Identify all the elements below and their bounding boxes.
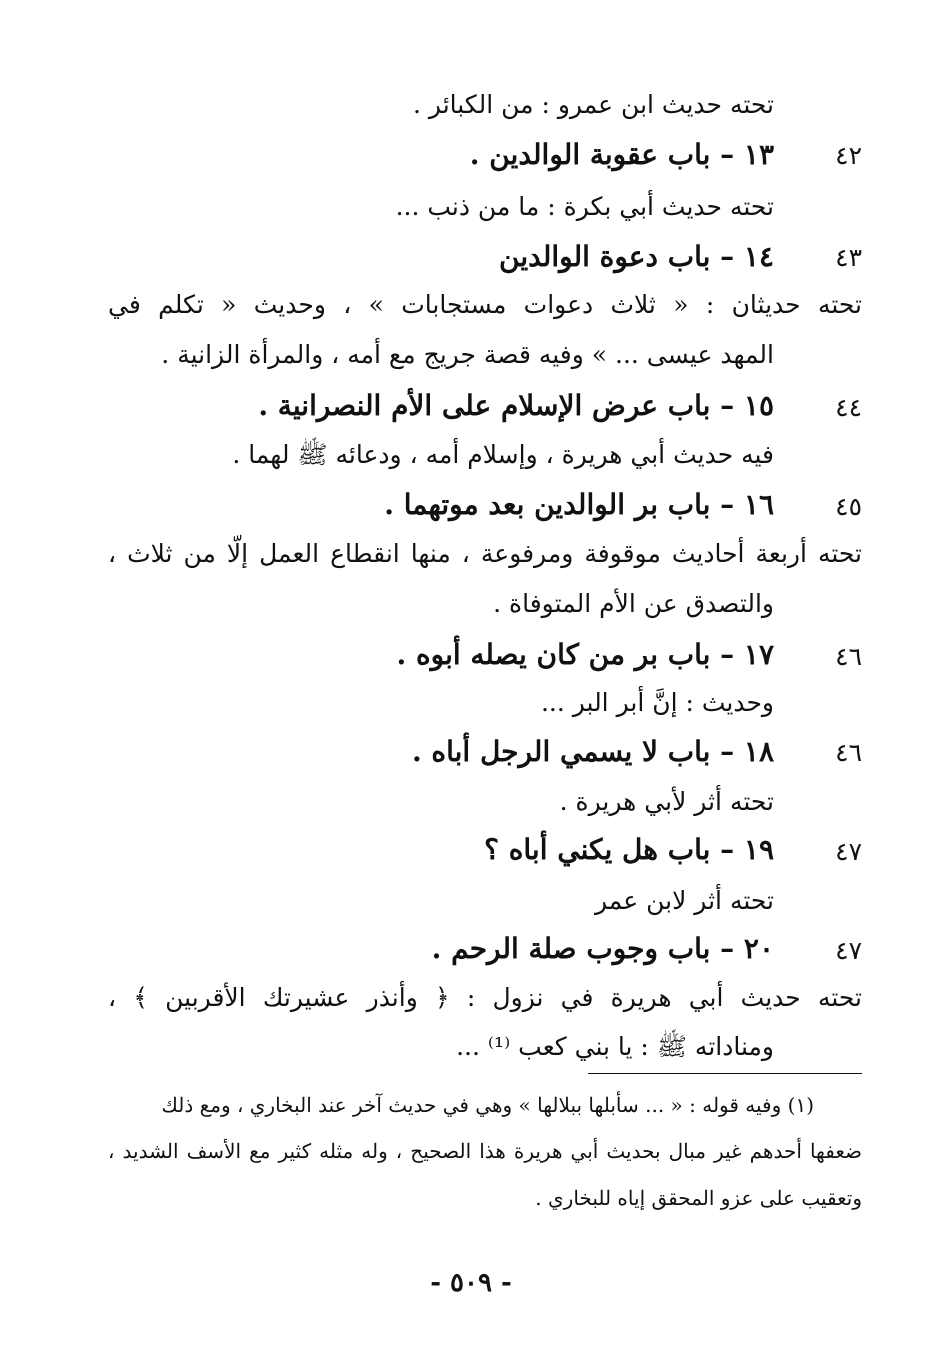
body-line: تحته أثر لابن عمر [595, 886, 774, 915]
chapter-heading: ٢٠ – باب وجوب صلة الرحم . [431, 932, 774, 965]
body-line: تحته أربعة أحاديث موقوفة ومرفوعة ، منها انقطاع العمل إلّا من ثلاث ، [108, 539, 862, 568]
chapter-heading: ١٦ – باب بر الوالدين بعد موتهما . [384, 488, 774, 521]
body-line: تحته حديث أبي بكرة : ما من ذنب ... [395, 192, 774, 221]
page-ref: ٤٧ [835, 936, 862, 965]
body-line: تحته حديث أبي هريرة في نزول : ﴿ وأنذر عشيرتك الأقربين ﴾ ، [108, 983, 862, 1012]
footnote-line: وتعقيب على عزو المحقق إياه للبخاري . [535, 1186, 862, 1210]
body-line: والتصدق عن الأم المتوفاة . [493, 589, 774, 618]
chapter-heading: ١٣ – باب عقوبة الوالدين . [469, 138, 774, 171]
page-ref: ٤٥ [835, 492, 862, 521]
page-ref: ٤٦ [835, 642, 862, 671]
body-line: وحديث : إنَّ أبر البر ... [540, 688, 774, 717]
chapter-heading: ١٥ – باب عرض الإسلام على الأم النصرانية . [258, 389, 774, 422]
page-ref: ٤٤ [835, 393, 862, 422]
footnote-line: (١) وفيه قوله : « ... سأبلها ببلالها » وهي في حديث آخر عند البخاري ، ومع ذلك [161, 1093, 814, 1117]
body-line: تحته أثر لأبي هريرة . [559, 787, 774, 816]
page-ref: ٤٣ [835, 243, 862, 272]
body-line: المهد عيسى ... » وفيه قصة جريج مع أمه ، والمرأة الزانية . [161, 340, 774, 369]
chapter-heading: ١٧ – باب بر من كان يصله أبوه . [396, 638, 774, 671]
body-line: تحته حديث ابن عمرو : من الكبائر . [413, 90, 774, 119]
page-number: - ٥٠٩ - [430, 1268, 512, 1298]
body-line: تحته حديثان : « ثلاث دعوات مستجابات » ، وحديث « تكلم في [108, 290, 862, 319]
body-line: ومناداته ﷺ : يا بني كعب ⁽¹⁾ ... [456, 1032, 774, 1061]
chapter-heading: ١٨ – باب لا يسمي الرجل أباه . [411, 735, 774, 768]
chapter-heading: ١٩ – باب هل يكني أباه ؟ [484, 833, 774, 866]
page-ref: ٤٧ [835, 837, 862, 866]
chapter-heading: ١٤ – باب دعوة الوالدين [499, 240, 774, 273]
footnote-line: ضعفها أحدهم غير مبال بحديث أبي هريرة هذا الصحيح ، وله مثله كثير مع الأسف الشديد ، [108, 1139, 862, 1163]
page-ref: ٤٦ [835, 738, 862, 767]
page-ref: ٤٢ [835, 141, 862, 170]
footnote-separator [588, 1073, 862, 1074]
body-line: فيه حديث أبي هريرة ، وإسلام أمه ، ودعائه ﷺ لهما . [232, 440, 774, 469]
